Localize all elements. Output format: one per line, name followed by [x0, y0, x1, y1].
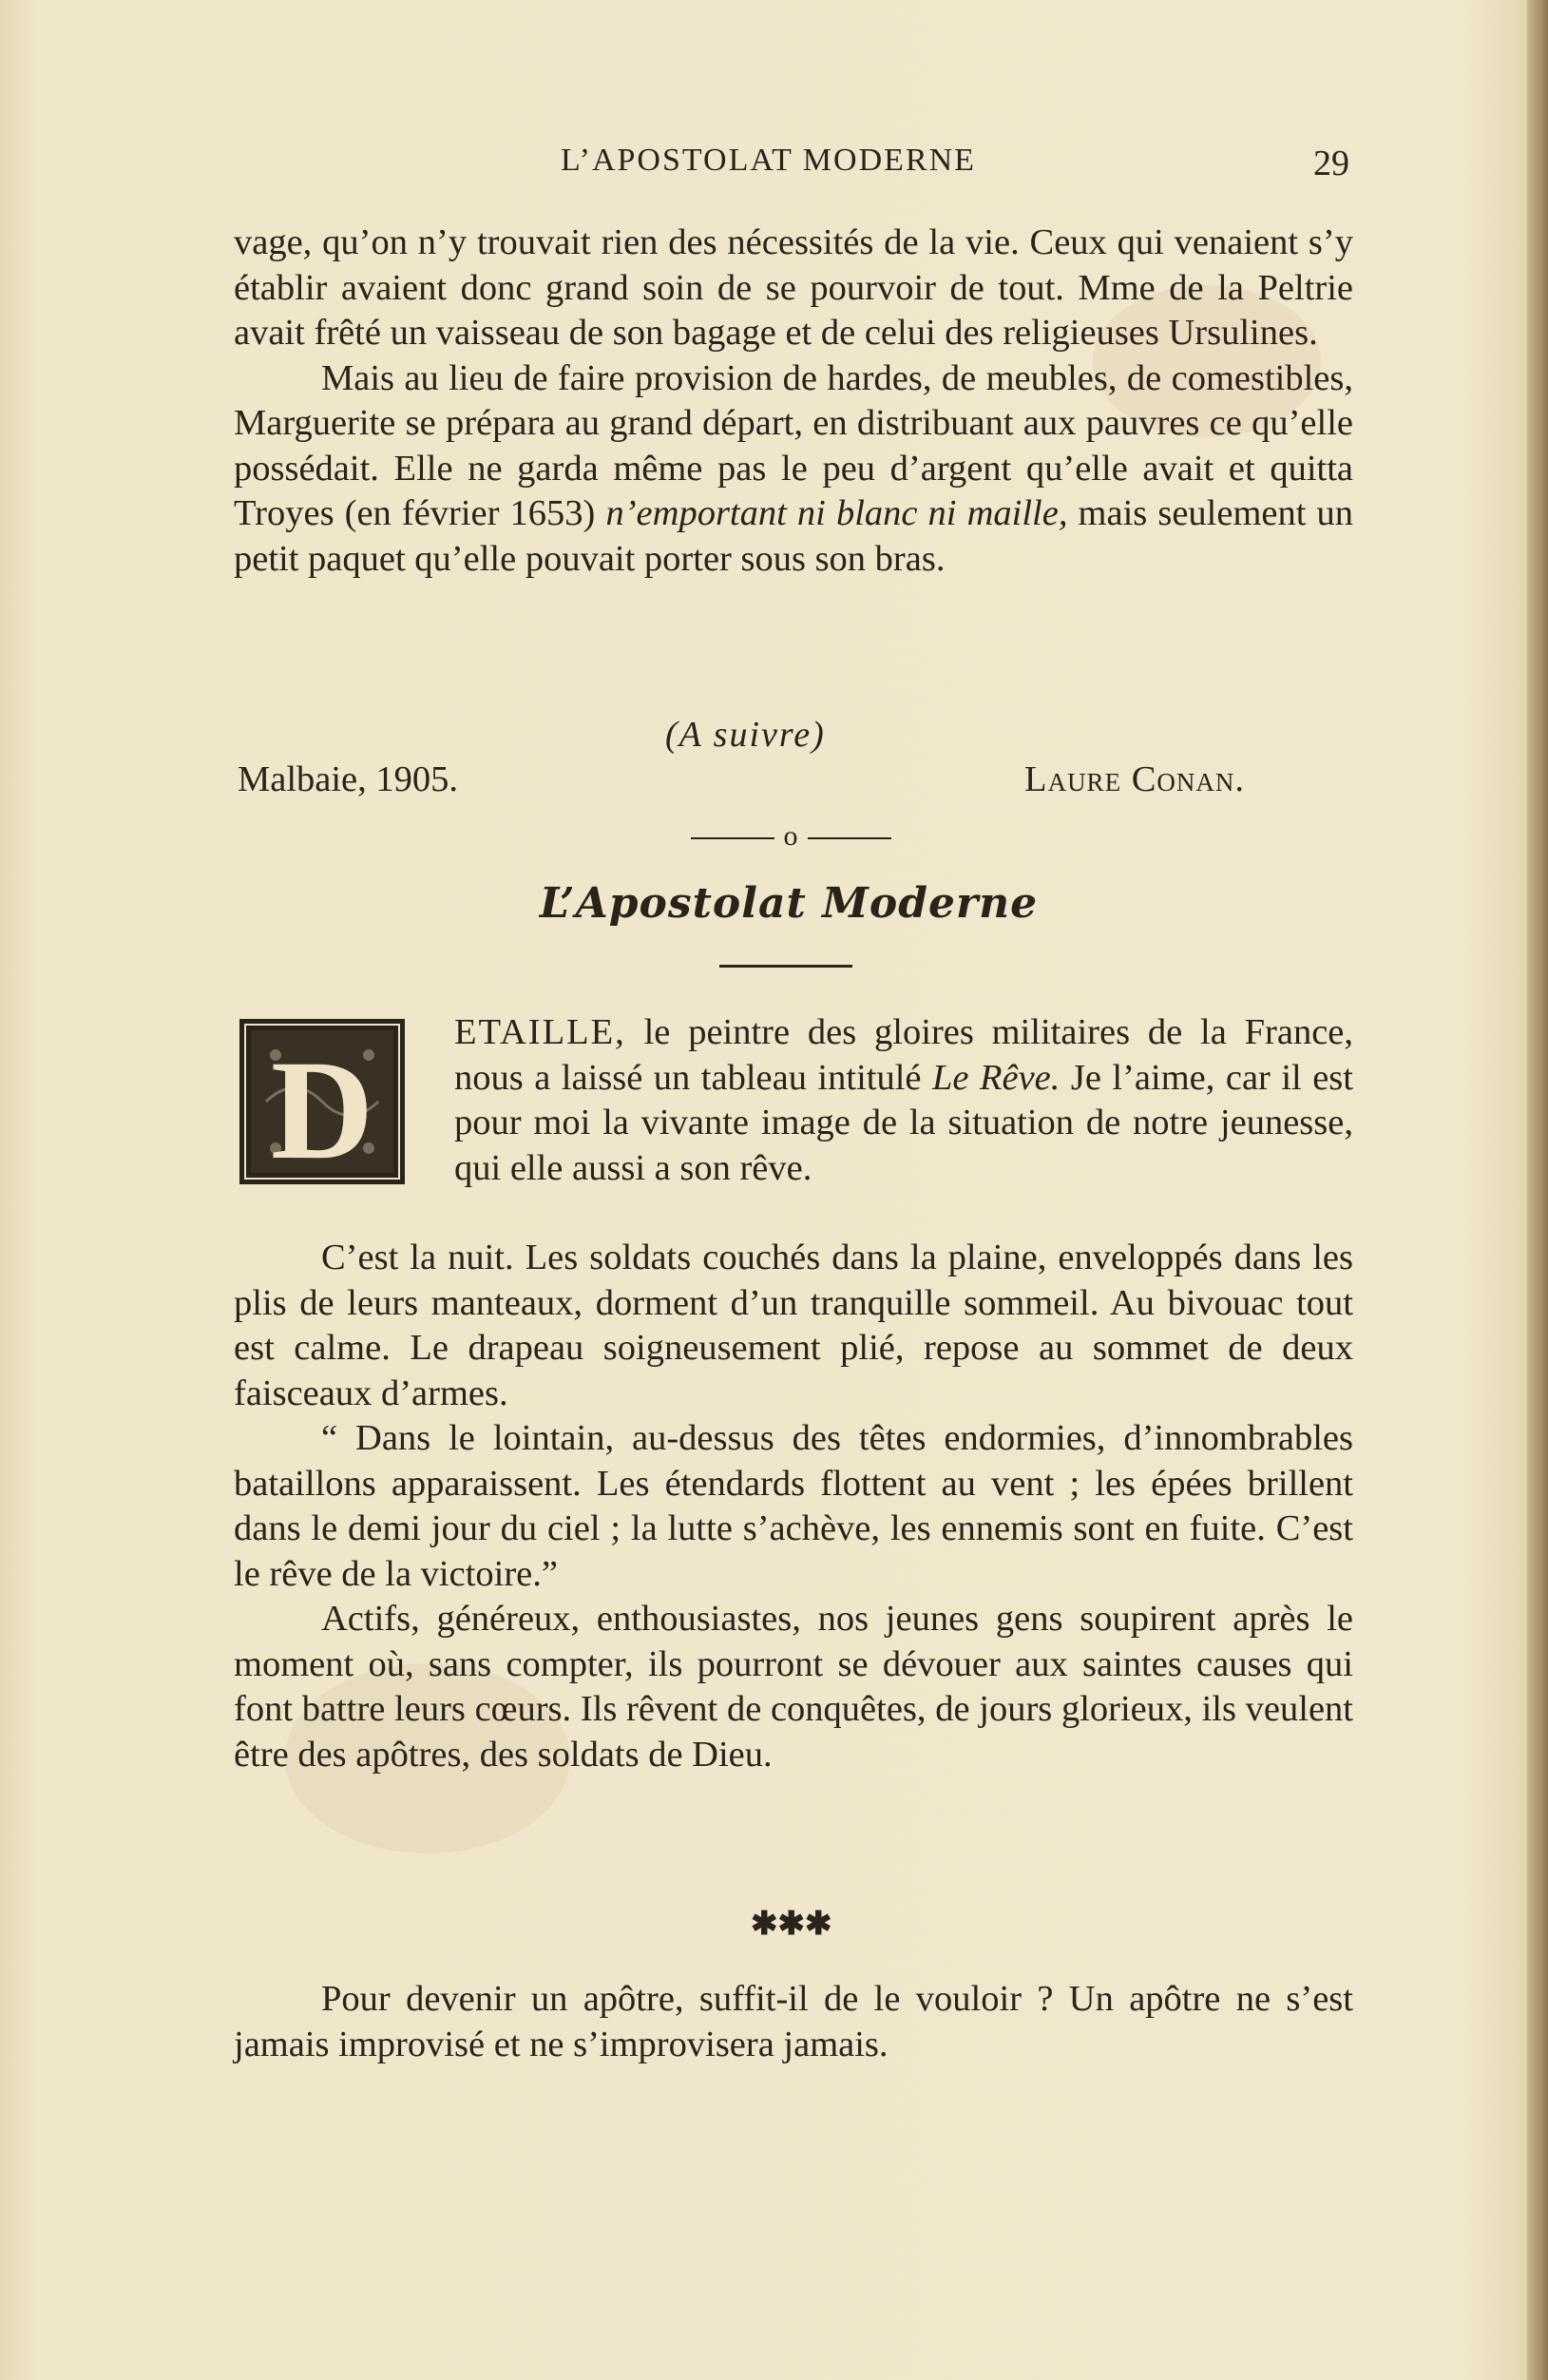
- article-opening: [454, 1010, 1353, 1191]
- opening-text: le peintre des gloires militaires de la France, nous a laissé un tableau intitulé: [454, 1012, 1354, 1098]
- asterism: ✱✱✱: [751, 1907, 832, 1942]
- continued-story-text: [234, 221, 1353, 582]
- to-be-continued: (A suivre): [665, 715, 826, 755]
- paragraph: vage, qu’on n’y trouvait rien des nécessités de la vie. Ceux qui venaient s’y établir avaient donc grand soin de se pourvoir de tout. Mme de la Peltrie avait frêté un vaisseau de son bagage et de celui des religieuses Ursulines.: [234, 222, 1353, 353]
- separator-mark: o: [783, 820, 798, 852]
- signature-line: [238, 758, 1245, 806]
- running-header: [238, 143, 1349, 190]
- paragraph: “ Dans le lointain, au-dessus des têtes endormies, d’innombrables bataillons apparaissent. Les étendards flottent au vent ; les épées brillent dans le demi jour du ciel ; la lutte s’achève, les ennemis sont en fuite. C’est le rêve de la victoire.”: [234, 1418, 1353, 1594]
- page-edge: [1527, 0, 1548, 2380]
- paragraph: [234, 356, 1353, 583]
- paragraph: Pour devenir un apôtre, suffit-il de le vouloir ? Un apôtre ne s’est jamais improvisé et ne s’improvisera jamais.: [234, 1979, 1353, 2064]
- title-rule: [719, 965, 852, 968]
- paragraph: C’est la nuit. Les soldats couchés dans la plaine, enveloppés dans les plis de leurs manteaux, dorment d’un tranquille sommeil. Au bivouac tout est calme. Le drapeau soigneusement plié, repose au sommet de deux faisceaux d’armes.: [234, 1238, 1353, 1413]
- place-date: Malbaie, 1905.: [238, 759, 459, 799]
- painting-title: Le Rêve.: [931, 1057, 1061, 1098]
- article-title: L’Apostolat Moderne: [539, 879, 1039, 928]
- paragraph: Actifs, généreux, enthousiastes, nos jeunes gens soupirent après le moment où, sans compter, ils pourront se dévouer aux saintes causes qui font battre leurs cœurs. Ils rêvent de conquêtes, de jours glorieux, ils veulent être des apôtres, des soldats de Dieu.: [234, 1599, 1353, 1775]
- running-title: L’APOSTOLAT MODERNE: [561, 143, 976, 178]
- drop-cap-letter: D: [270, 1031, 374, 1186]
- drop-cap-ornament: [238, 1017, 407, 1186]
- opening-rest: Je l’aime, car il est pour moi la vivante image de la situation de notre jeunesse, qui elle aussi a son rêve.: [454, 1057, 1353, 1188]
- italic-phrase: n’emportant ni blanc ni maille,: [605, 493, 1068, 533]
- article-closing: [234, 1977, 1353, 2067]
- section-separator: [677, 817, 905, 855]
- author-name: Laure Conan.: [1024, 759, 1245, 799]
- article-body: [234, 1236, 1353, 1777]
- separator-rule: [691, 837, 774, 839]
- opening-caps: ETAILLE,: [454, 1012, 626, 1052]
- separator-rule: [808, 837, 891, 839]
- page-number: 29: [1313, 144, 1349, 183]
- paragraph-end: mais seulement un petit paquet qu’elle pouvait porter sous son bras.: [234, 493, 1354, 579]
- paragraph-text: Mais au lieu de faire provision de hardes, de meubles, de comestibles, Marguerite se prépara au grand départ, en distribuant aux pauvres ce qu’elle possédait. Elle ne garda même pas le peu d’argent qu’elle avait et quitta Troyes (en février 1653): [234, 357, 1353, 533]
